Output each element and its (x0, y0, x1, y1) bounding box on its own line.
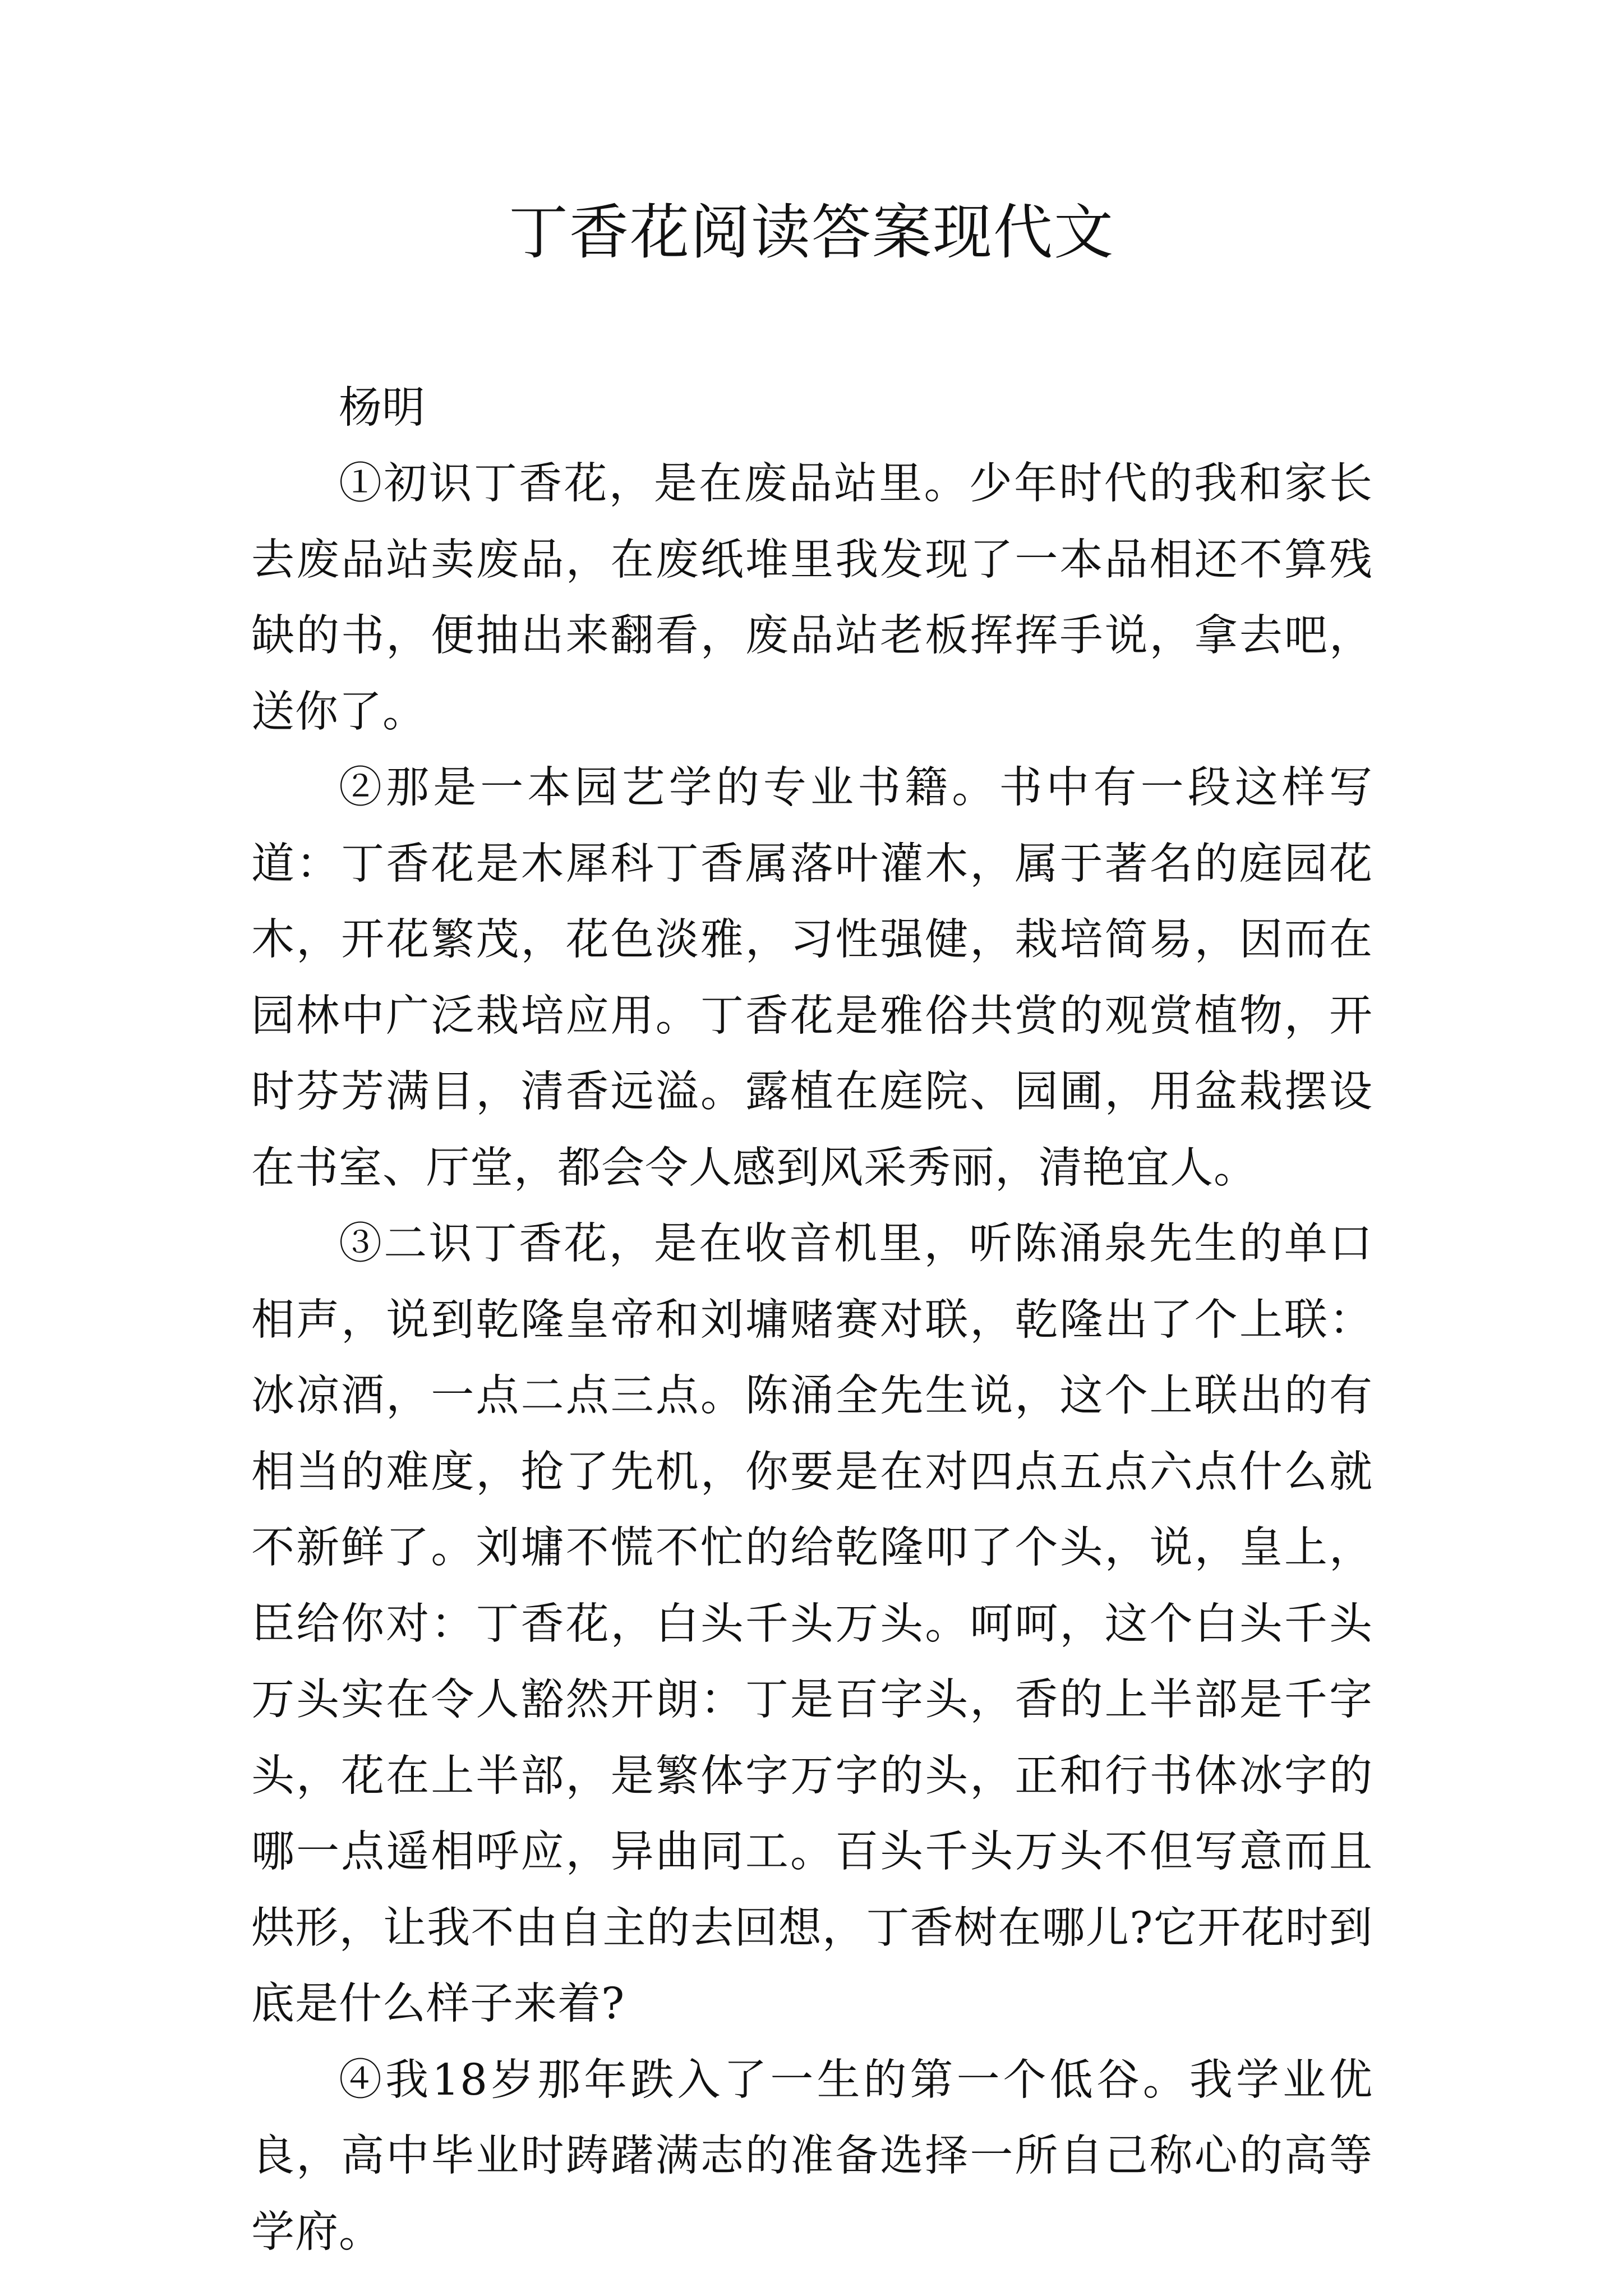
paragraph-3: ③二识丁香花，是在收音机里，听陈涌泉先生的单口相声，说到乾隆皇帝和刘墉赌赛对联，乾隆出了个上联：冰凉酒，一点二点三点。陈涌全先生说，这个上联出的有相当的难度，抢了先机，你要是在对四点五点六点什么就不新鲜了。刘墉不慌不忙的给乾隆叩了个头，说，皇上，臣给你对：丁香花，白头千头万头。呵呵，这个白头千头万头实在令人豁然开朗：丁是百字头，香的上半部是千字头，花在上半部，是繁体字万字的头，正和行书体冰字的哪一点遥相呼应，异曲同工。百头千头万头不但写意而且烘形，让我不由自主的去回想，丁香树在哪儿?它开花时到底是什么样子来着? (251, 1219, 1373, 2029)
paragraph-1: ①初识丁香花，是在废品站里。少年时代的我和家长去废品站卖废品，在废纸堆里我发现了一本品相还不算残缺的书，便抽出来翻看，废品站老板挥挥手说，拿去吧，送你了。 (251, 459, 1373, 737)
author-name: 杨明 (339, 383, 425, 433)
paragraph-2: ②那是一本园艺学的专业书籍。书中有一段这样写道：丁香花是木犀科丁香属落叶灌木，属于著名的庭园花木，开花繁茂，花色淡雅，习性强健，栽培简易，因而在园林中广泛栽培应用。丁香花是雅俗共赏的观赏植物，开时芬芳满目，清香远溢。露植在庭院、园圃，用盆栽摆设在书室、厅堂，都会令人感到风采秀丽，清艳宜人。 (251, 763, 1373, 1193)
paragraph-4: ④我18岁那年跌入了一生的第一个低谷。我学业优良，高中毕业时踌躇满志的准备选择一所自己称心的高等学府。 (251, 2055, 1373, 2257)
document-title: 丁香花阅读答案现代文 (509, 198, 1114, 267)
document-body (251, 370, 1373, 2270)
